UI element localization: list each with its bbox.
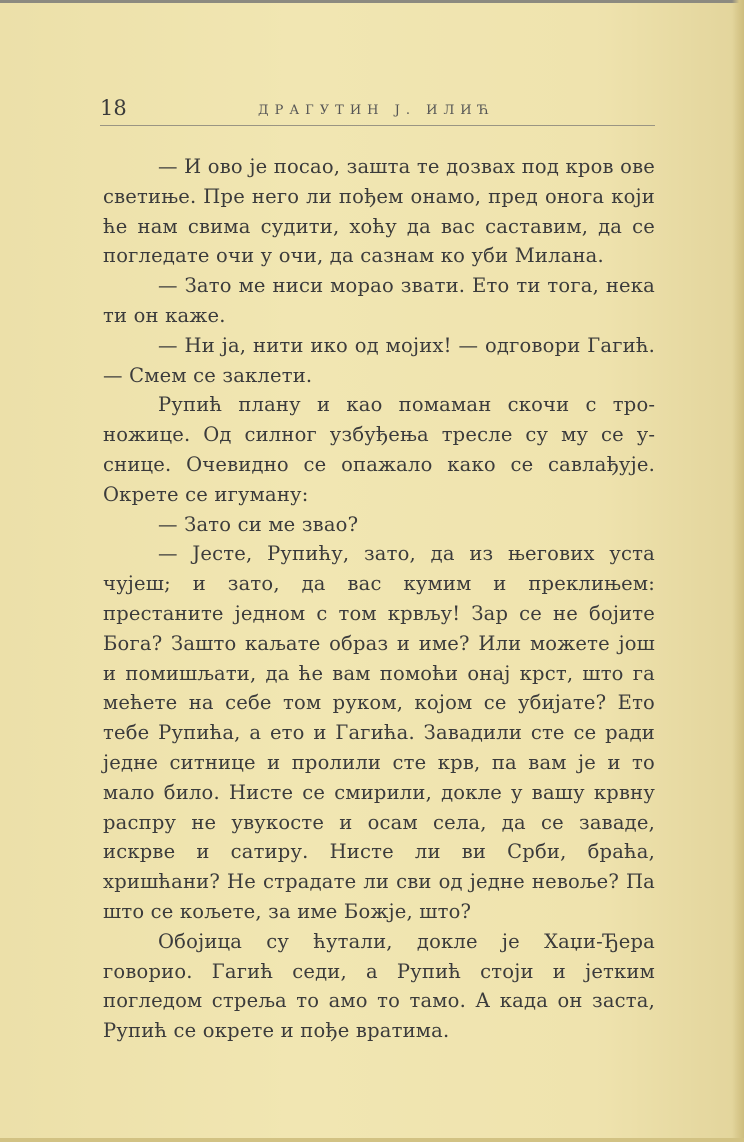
paragraph: Рупић плану и као помаман скочи с троножице. Од силног узбуђења тресле су му се уснице. Очевидно се опажало како се савлађује. Окрете се игуману: xyxy=(103,393,655,506)
paragraph: — Јесте, Рупићу, зато, да из његових уста чујеш; и зато, да вас кумим и преклињем: престаните једном с том крвљу! Зар се не бојите Бога? Зашто каљате образ и име? Или можете још и помишљати, да ће вам помоћи онај крст, што га мећете на себе том руком, којом се убијате? Ето тебе Рупића, а ето и Гагића. Завадили сте се ради једне ситнице и пролили сте крв, па вам је и то мало било. Нисте се смирили, докле у вашу крвну распру не увукосте и осам села, да се заваде, искрве и сатиру. Нисте ли ви Срби, браћа, хришћани? Не страдате ли сви од једне невоље? Па што се кољете, за име Божје, што? xyxy=(103,542,655,923)
paragraph: — Зато си ме звао? xyxy=(158,512,359,536)
scan-top-edge xyxy=(0,0,744,3)
running-head: ДРАГУТИН Ј. ИЛИЋ xyxy=(258,103,495,118)
page-number: 18 xyxy=(100,96,127,120)
paragraph: Обојица су ћутали, докле је Хаџи-Ђера говорио. Гагић седи, а Рупић стоји и јетким погледом стреља то амо то тамо. А када он заста, Рупић се окрете и пође вратима. xyxy=(103,929,655,1043)
scan-bottom-edge xyxy=(0,1138,744,1142)
paragraph: — Ни ја, нити ико од мојих! — одговори Гагић. — Смем се заклети. xyxy=(103,333,655,387)
page-header xyxy=(100,96,656,124)
header-rule xyxy=(100,125,655,126)
paragraph: — И ово је посао, зашта те дозвах под кров ове светиње. Пре него ли пођем онамо, пред онога који ће нам свима судити, хоћу да вас саставим, да се погледате очи у очи, да сазнам ко уби Милана. xyxy=(103,155,655,268)
body-text xyxy=(103,152,655,1046)
paragraph: — Зато ме ниси морао звати. Ето ти тога, нека ти он каже. xyxy=(103,274,655,327)
page-edge-shadow xyxy=(732,0,744,1142)
